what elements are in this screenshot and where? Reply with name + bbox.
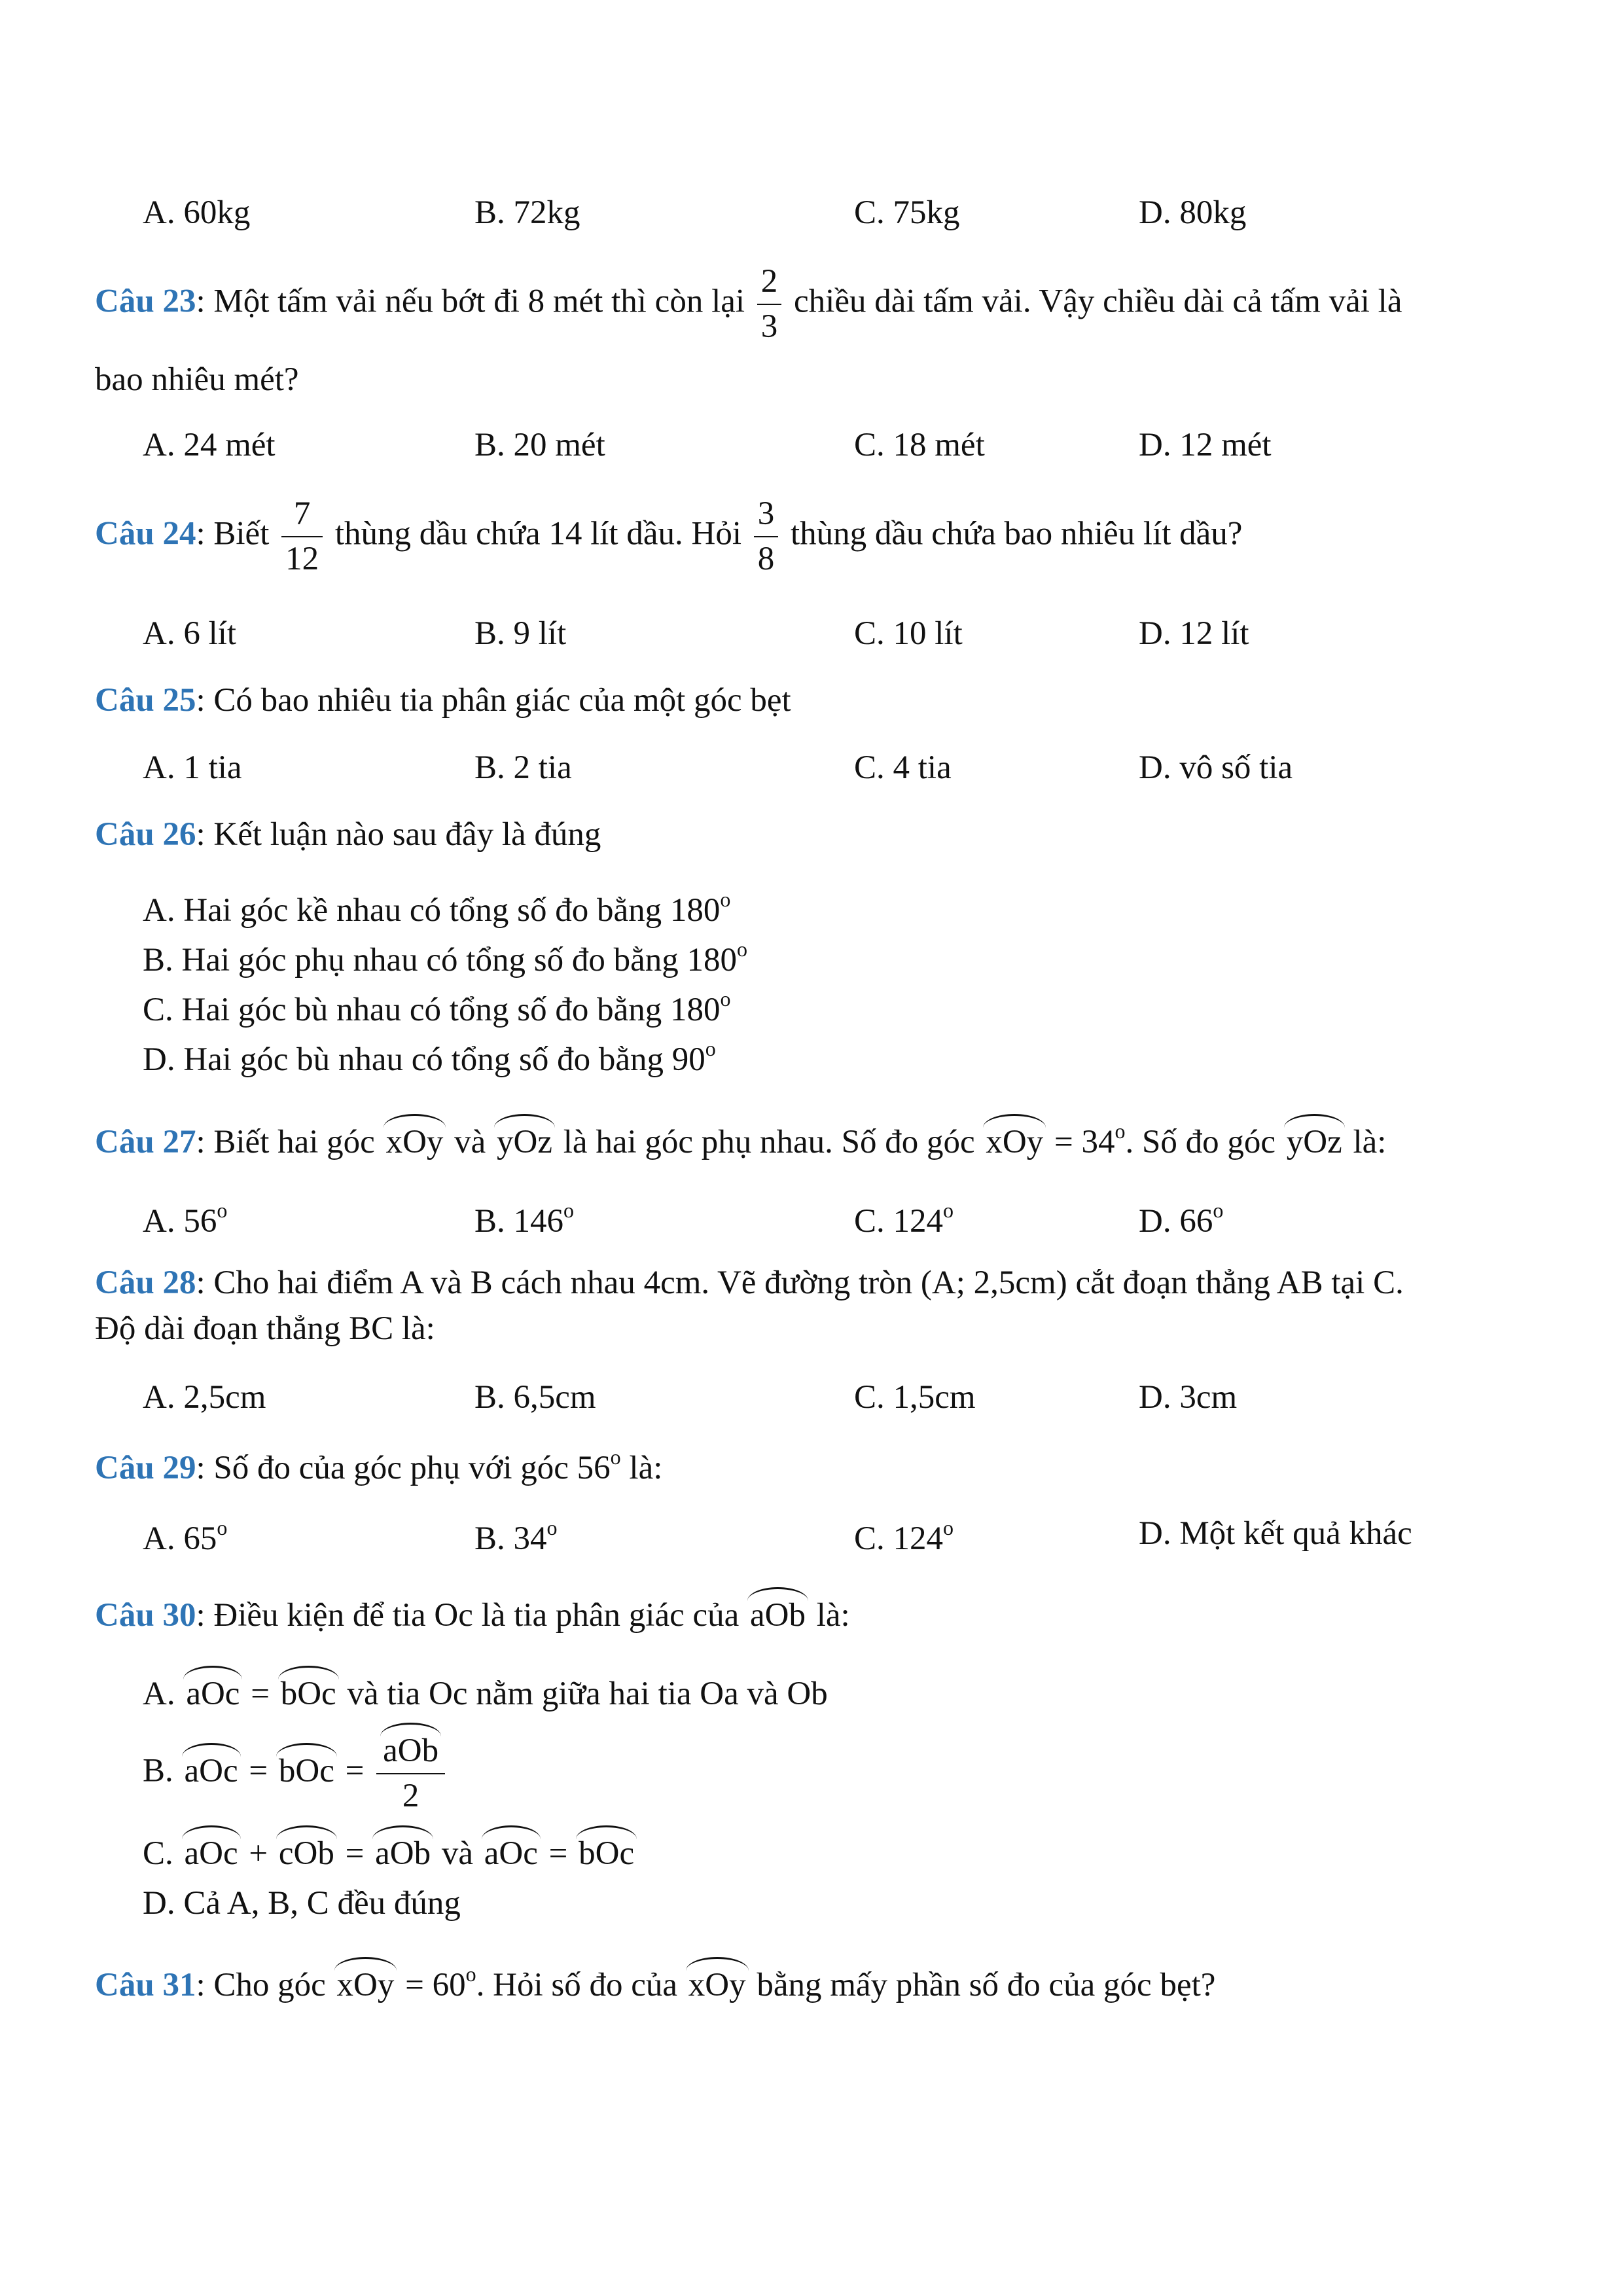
q25-label: Câu 25 <box>95 682 196 719</box>
q30-option-a-prefix: A. <box>143 1676 175 1712</box>
q23-frac-den: 3 <box>760 308 778 345</box>
q29-option-c <box>854 1517 954 1556</box>
q24-frac1-num: 7 <box>281 497 323 537</box>
q30-option-d-text: D. Cả A, B, C đều đúng <box>143 1885 461 1922</box>
q23-option-d: D. 12 mét <box>1139 427 1272 463</box>
q31-question <box>95 1964 1623 2002</box>
q30-b-fraction <box>376 1734 445 1813</box>
q23-fraction <box>757 265 782 344</box>
degree-sign: o <box>720 987 731 1011</box>
q22-option-c: C. 75kg <box>854 194 960 231</box>
q24-question <box>95 497 1623 576</box>
q30-c-angle-aoc: aOc <box>182 1837 241 1871</box>
q23-frac-num: 2 <box>757 265 782 305</box>
q31-text-4: bằng mấy phần số đo của góc bẹt? <box>757 1967 1216 2003</box>
q31-angle-xoy-2: xOy <box>686 1969 749 2002</box>
q30-c-angle-boc: bOc <box>576 1837 637 1871</box>
q23-label: Câu 23 <box>95 283 196 320</box>
q25-option-a: A. 1 tia <box>143 749 242 786</box>
q24-text-1: : Biết <box>196 515 270 552</box>
q31-label: Câu 31 <box>95 1967 196 2003</box>
q27-text-3: là hai góc phụ nhau. Số đo góc <box>563 1124 975 1160</box>
q26-option-d-text: D. Hai góc bù nhau có tổng số đo bằng 90 <box>143 1041 705 1078</box>
q27-text-6: là: <box>1353 1124 1387 1160</box>
q28-question <box>95 1266 1623 1300</box>
q30-c-angle-cob: cOb <box>276 1837 337 1871</box>
q28-text-2: Độ dài đoạn thẳng BC là: <box>95 1310 435 1347</box>
q30-c-angle-aoc-2: aOc <box>482 1837 541 1871</box>
q30-option-c-prefix: C. <box>143 1835 173 1872</box>
q23-text-2: chiều dài tấm vải. Vậy chiều dài cả tấm vải là <box>794 283 1402 320</box>
q22-option-b: B. 72kg <box>474 194 580 231</box>
degree-sign: o <box>465 1962 476 1986</box>
q30-b-equals-1: = <box>249 1752 268 1789</box>
q24-option-b: B. 9 lít <box>474 615 567 652</box>
q30-option-b-content <box>143 1734 449 1813</box>
q27-question <box>95 1121 1623 1159</box>
q30-c-equals: = <box>345 1835 365 1872</box>
degree-sign: o <box>736 937 747 961</box>
q24-fraction-2 <box>754 497 779 576</box>
q24-option-d: D. 12 lít <box>1139 615 1249 652</box>
q28-option-d: D. 3cm <box>1139 1379 1238 1416</box>
q23-option-a: A. 24 mét <box>143 427 276 463</box>
q27-option-c-text: C. 124 <box>854 1203 944 1240</box>
degree-sign: o <box>217 1516 228 1539</box>
q29-option-d: D. Một kết quả khác <box>1139 1515 1412 1552</box>
q30-angle-aob: aOb <box>747 1599 808 1632</box>
q27-option-d-text: D. 66 <box>1139 1203 1213 1240</box>
q28-option-a: A. 2,5cm <box>143 1379 266 1416</box>
q29-option-b-text: B. 34 <box>474 1520 547 1557</box>
q31-text-1: : Cho góc <box>196 1967 326 2003</box>
q24-frac2-num: 3 <box>754 497 779 537</box>
q24-label: Câu 24 <box>95 515 196 552</box>
q24-frac1-den: 12 <box>285 541 319 577</box>
q27-text-5: . Số đo góc <box>1125 1124 1276 1160</box>
q27-angle-yoz-2: yOz <box>1284 1126 1345 1159</box>
degree-sign: o <box>610 1445 621 1469</box>
q29-label: Câu 29 <box>95 1450 196 1486</box>
q28-label: Câu 28 <box>95 1265 196 1301</box>
q30-b-angle-aoc: aOc <box>182 1755 241 1788</box>
q27-option-d <box>1139 1200 1223 1238</box>
degree-sign: o <box>943 1516 954 1539</box>
degree-sign: o <box>563 1198 575 1222</box>
q30-option-a-content <box>143 1677 828 1711</box>
q27-option-a <box>143 1200 227 1238</box>
q26-option-c-text: C. Hai góc bù nhau có tổng số đo bằng 180 <box>143 992 721 1028</box>
q30-text-2: là: <box>816 1597 850 1634</box>
q25-option-b: B. 2 tia <box>474 749 572 786</box>
q30-a-angle-boc: bOc <box>278 1677 339 1711</box>
q30-b-angle-boc: bOc <box>276 1755 337 1788</box>
q26-option-b-text: B. Hai góc phụ nhau có tổng số đo bằng 180 <box>143 942 737 978</box>
q26-option-a <box>143 889 730 927</box>
q23-question-cont <box>95 363 1623 397</box>
q30-text-1: : Điều kiện để tia Oc là tia phân giác của <box>196 1597 740 1634</box>
q31-angle-xoy: xOy <box>334 1969 397 2002</box>
q27-label: Câu 27 <box>95 1124 196 1160</box>
q30-c-plus: + <box>249 1835 268 1872</box>
q28-text-1: : Cho hai điểm A và B cách nhau 4cm. Vẽ đường tròn (A; 2,5cm) cắt đoạn thẳng AB tại C. <box>196 1265 1404 1301</box>
q24-frac2-den: 8 <box>757 541 775 577</box>
q31-text-2: = 60 <box>405 1967 466 2003</box>
q30-question <box>95 1599 1623 1632</box>
q30-c-equals-2: = <box>548 1835 568 1872</box>
q27-option-a-text: A. 56 <box>143 1203 217 1240</box>
q22-option-a: A. 60kg <box>143 194 251 231</box>
q30-b-frac-num <box>376 1734 445 1774</box>
q29-option-c-text: C. 124 <box>854 1520 944 1557</box>
degree-sign: o <box>705 1037 716 1060</box>
degree-sign: o <box>720 888 731 911</box>
q24-option-c: C. 10 lít <box>854 615 963 652</box>
q29-option-a-text: A. 65 <box>143 1520 217 1557</box>
q29-text-1: : Số đo của góc phụ với góc 56 <box>196 1450 611 1486</box>
q30-option-a-text: và tia Oc nằm giữa hai tia Oa và Ob <box>347 1676 828 1712</box>
q24-text-3: thùng dầu chứa bao nhiêu lít dầu? <box>791 515 1243 552</box>
q30-label: Câu 30 <box>95 1597 196 1634</box>
q30-option-c-content <box>143 1837 637 1871</box>
q30-c-angle-aob: aOb <box>372 1837 433 1871</box>
q28-option-c: C. 1,5cm <box>854 1379 976 1416</box>
q27-angle-xoy: xOy <box>383 1126 446 1159</box>
q26-question <box>95 818 1623 852</box>
degree-sign: o <box>546 1516 558 1539</box>
q30-a-angle-aoc: aOc <box>183 1677 242 1711</box>
q25-option-d: D. vô số tia <box>1139 749 1293 786</box>
q29-option-a <box>143 1517 227 1556</box>
q26-option-d <box>143 1038 716 1077</box>
q30-option-b-prefix: B. <box>143 1752 173 1789</box>
q30-b-frac-den: 2 <box>402 1778 419 1814</box>
q27-text-4: = 34 <box>1054 1124 1115 1160</box>
q26-option-b <box>143 939 747 977</box>
q25-text-1: : Có bao nhiêu tia phân giác của một góc bẹt <box>196 682 791 719</box>
q24-option-a: A. 6 lít <box>143 615 237 652</box>
q29-text-2: là: <box>629 1450 663 1486</box>
q26-option-c <box>143 988 730 1027</box>
q23-text-1: : Một tấm vải nếu bớt đi 8 mét thì còn lại <box>196 283 745 320</box>
q23-option-c: C. 18 mét <box>854 427 985 463</box>
q30-b-equals-2: = <box>345 1752 365 1789</box>
q27-text-2: và <box>454 1124 486 1160</box>
q30-a-equals: = <box>251 1676 270 1712</box>
q23-text-3: bao nhiêu mét? <box>95 361 299 398</box>
q27-text-1: : Biết hai góc <box>196 1124 375 1160</box>
q23-question <box>95 265 1623 344</box>
degree-sign: o <box>1115 1119 1126 1143</box>
q22-option-d: D. 80kg <box>1139 194 1247 231</box>
q29-question <box>95 1446 1623 1485</box>
q26-label: Câu 26 <box>95 816 196 853</box>
q23-option-b: B. 20 mét <box>474 427 605 463</box>
q25-option-c: C. 4 tia <box>854 749 952 786</box>
q31-text-3: . Hỏi số đo của <box>476 1967 678 2003</box>
q30-b-angle-aob: aOb <box>380 1734 441 1768</box>
q25-question <box>95 684 1623 717</box>
q28-option-b: B. 6,5cm <box>474 1379 596 1416</box>
q27-option-b-text: B. 146 <box>474 1203 564 1240</box>
q30-c-and: và <box>441 1835 473 1872</box>
q27-angle-xoy-2: xOy <box>983 1126 1046 1159</box>
q24-text-2: thùng dầu chứa 14 lít dầu. Hỏi <box>334 515 741 552</box>
q27-option-b <box>474 1200 574 1238</box>
q27-angle-yoz: yOz <box>494 1126 555 1159</box>
degree-sign: o <box>943 1198 954 1222</box>
q27-option-c <box>854 1200 954 1238</box>
q28-question-cont <box>95 1312 1623 1346</box>
q26-text-1: : Kết luận nào sau đây là đúng <box>196 816 601 853</box>
degree-sign: o <box>217 1198 228 1222</box>
degree-sign: o <box>1213 1198 1224 1222</box>
q29-option-b <box>474 1517 558 1556</box>
q26-option-a-text: A. Hai góc kề nhau có tổng số đo bằng 180 <box>143 892 721 929</box>
q24-fraction-1 <box>281 497 323 576</box>
